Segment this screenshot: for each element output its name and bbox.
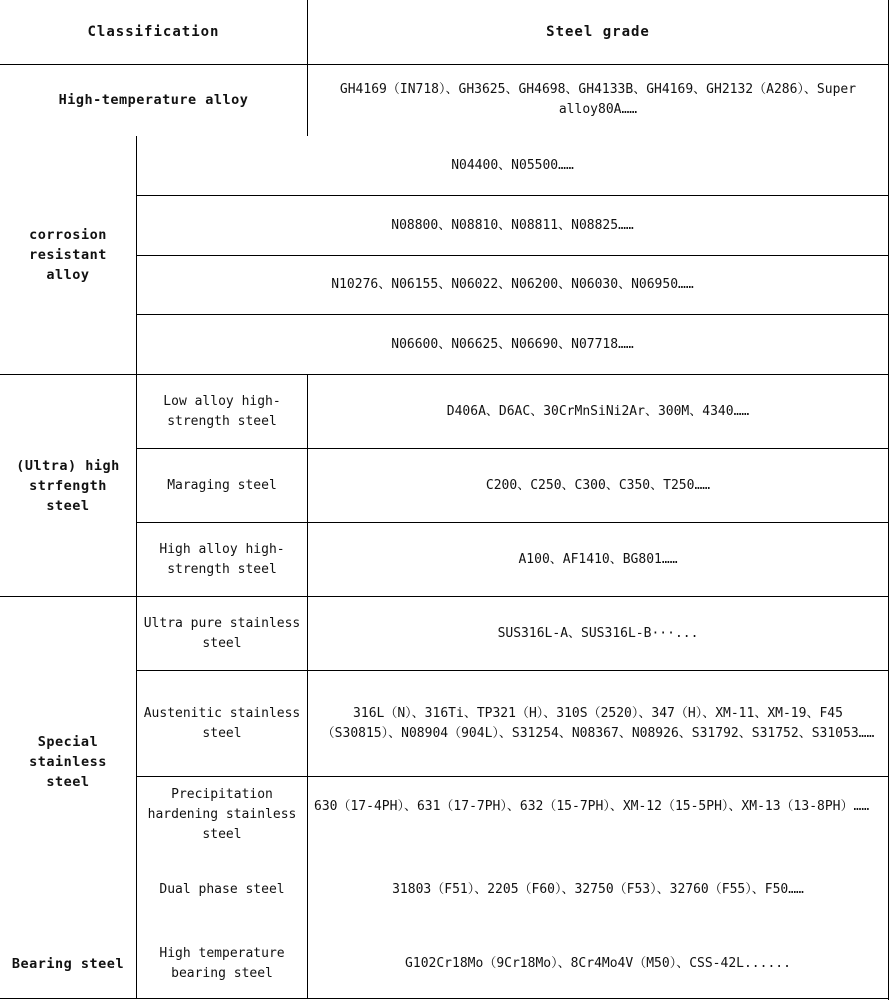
corrosion-row-1: N04400、N05500…… xyxy=(451,157,574,173)
grid-line xyxy=(136,136,137,999)
special-grades-4: 31803（F51）、2205（F60）、32750（F53）、32760（F55）、F50…… xyxy=(392,882,804,897)
ultra-high-label: (Ultra) high strfength steel xyxy=(16,457,120,514)
bearing-label: Bearing steel xyxy=(11,955,125,972)
special-sub-2: Austenitic stainless steel xyxy=(143,705,301,741)
grid-line xyxy=(307,374,308,999)
special-sub-3: Precipitation hardening stainless steel xyxy=(147,787,297,842)
special-grades-1: SUS316L-A、SUS316L-B···... xyxy=(497,625,699,641)
grid-line xyxy=(0,64,889,65)
high-temp-label: High-temperature alloy xyxy=(58,92,249,108)
grid-line xyxy=(137,195,889,196)
bearing-grades-1: G102Cr18Mo（9Cr18Mo）、8Cr4Mo4V（M50）、CSS-42L...... xyxy=(405,955,791,971)
ultra-high-grades-1: D406A、D6AC、30CrMnSiNi2Ar、300M、4340…… xyxy=(446,403,750,419)
grid-line xyxy=(0,998,889,999)
special-label: Special stainless steel xyxy=(29,734,107,790)
ultra-high-grades-2: C200、C250、C300、C350、T250…… xyxy=(485,477,711,493)
grid-line xyxy=(307,0,308,136)
special-grades-3: 630（17-4PH）、631（17-7PH）、632（15-7PH）、XM-12（15-5PH）、XM-13（13-8PH）…… xyxy=(314,799,870,814)
grid-line xyxy=(137,522,889,523)
grid-line xyxy=(0,374,889,375)
bearing-sub-1: High temperature bearing steel xyxy=(159,945,285,981)
header-classification: Classification xyxy=(87,24,220,40)
grid-line xyxy=(137,776,889,777)
grid-line xyxy=(0,596,889,597)
corrosion-row-4: N06600、N06625、N06690、N07718…… xyxy=(391,336,634,352)
ultra-high-sub-2: Maraging steel xyxy=(167,477,277,493)
ultra-high-sub-3: High alloy high-strength steel xyxy=(159,541,285,577)
corrosion-row-2: N08800、N08810、N08811、N08825…… xyxy=(391,217,634,233)
ultra-high-sub-1: Low alloy high-strength steel xyxy=(163,393,281,429)
corrosion-row-3: N10276、N06155、N06022、N06200、N06030、N06950…… xyxy=(331,277,694,292)
ultra-high-grades-3: A100、AF1410、BG801…… xyxy=(518,551,678,567)
grid-line xyxy=(137,314,889,315)
header-steel-grade: Steel grade xyxy=(546,24,650,40)
grid-line xyxy=(137,448,889,449)
special-sub-1: Ultra pure stainless steel xyxy=(143,615,301,651)
high-temp-grades: GH4169（IN718）、GH3625、GH4698、GH4133B、GH4169、GH2132（A286）、Super alloy80A…… xyxy=(339,82,857,117)
grid-line xyxy=(137,255,889,256)
special-sub-4: Dual phase steel xyxy=(159,882,285,897)
corrosion-label: corrosion resistant alloy xyxy=(29,227,107,283)
special-grades-2: 316L（N）、316Ti、TP321（H）、310S（2520）、347（H）、XM-11、XM-19、F45（S30815）、N08904（904L）、S31254、N08367、N08926、S31792、S31752、S31053…… xyxy=(321,705,875,741)
grid-line xyxy=(137,670,889,671)
